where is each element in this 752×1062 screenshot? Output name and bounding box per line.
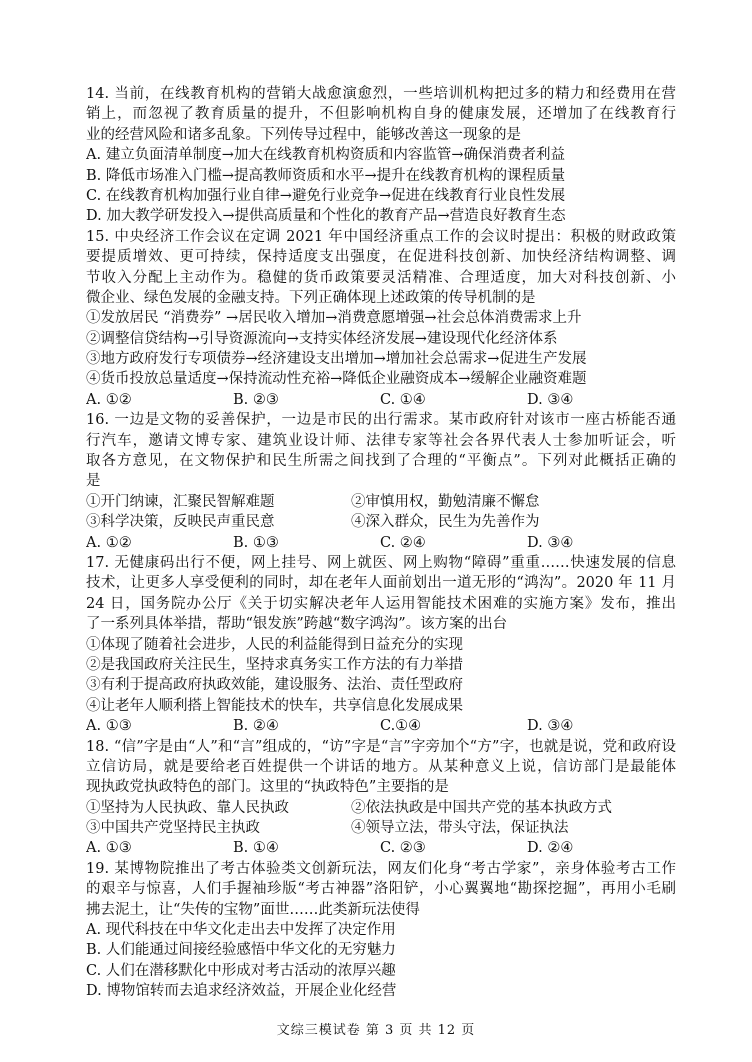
question-18 — [86, 737, 676, 859]
question-16 — [86, 410, 676, 553]
statement-row — [86, 492, 676, 512]
question-stem-line: 24 日，国务院办公厅《关于切实解决老年人运用智能技术困难的实施方案》发布，推出 — [86, 595, 676, 612]
question-stem-line: 行汽车，邀请文博专家、建筑业设计师、法律专家等社会各界代表人士参加听证会，听 — [86, 432, 676, 449]
question-stem-line: 17. 无健康码出行不便，网上挂号、网上就医、网上购物“障碍”重重……快速发展的信息 — [86, 554, 676, 571]
question-17 — [86, 553, 676, 737]
statement-item: ②审慎用权，勤勉清廉不懈怠 — [351, 493, 540, 510]
answer-d: D. ③④ — [527, 534, 574, 551]
statement-row — [86, 818, 676, 838]
question-stem-line: 销上，而忽视了教育质量的提升，不但影响机构自身的健康发展，还增加了在线教育行 — [86, 106, 676, 123]
statement-item: ④深入群众，民生为先善作为 — [351, 514, 540, 531]
question-stem-line: 要提质增效、更可持续，保持适度支出强度，在促进科技创新、加快经济结构调整、调 — [86, 249, 676, 266]
answer-d: D. ③④ — [527, 391, 574, 408]
answer-choices — [86, 716, 676, 736]
page-footer: 文综三模试卷 第 3 页 共 12 页 — [276, 1023, 476, 1038]
statement-item: ②调整信贷结构→引导资源流向→支持实体经济发展→建设现代化经济体系 — [86, 330, 558, 347]
answer-c: C. ②④ — [380, 534, 426, 551]
statement-item: ④领导立法，带头守法，保证执法 — [351, 820, 569, 837]
statement-item: ①体现了随着社会进步，人民的利益能得到日益充分的实现 — [86, 636, 463, 653]
answer-b: B. ②③ — [233, 391, 279, 408]
option-d: D. 加大教学研发投入→提供高质量和个性化的教育产品→营造良好教育生态 — [86, 208, 566, 225]
question-stem-line: 15. 中央经济工作会议在定调 2021 年中国经济重点工作的会议时提出：积极的财政政策 — [86, 228, 676, 245]
answer-choices — [86, 838, 676, 858]
statement-item: ②是我国政府关注民生，坚持求真务实工作方法的有力举措 — [86, 656, 463, 673]
answer-choices — [86, 533, 676, 553]
option-c: C. 人们在潜移默化中形成对考古活动的浓厚兴趣 — [86, 962, 396, 979]
answer-a: A. ①② — [86, 391, 132, 408]
option-a: A. 现代科技在中华文化走出去中发挥了决定作用 — [86, 922, 396, 939]
statement-item: ②依法执政是中国共产党的基本执政方式 — [351, 799, 612, 816]
question-15 — [86, 227, 676, 411]
question-stem-line: 拂去泥土，让“失传的宝物”面世……此类新玩法使得 — [86, 901, 420, 918]
answer-b: B. ②④ — [233, 718, 279, 735]
answer-c: C. ②③ — [380, 840, 426, 857]
answer-d: D. ③④ — [527, 718, 574, 735]
answer-a: A. ①② — [86, 534, 132, 551]
statement-item: ③中国共产党坚持民主执政 — [86, 820, 260, 837]
question-stem-line: 是 — [86, 473, 101, 490]
statement-item: ①开门纳谏，汇聚民智解难题 — [86, 493, 275, 510]
question-stem-line: 的艰辛与惊喜，人们手握袖珍版“考古神器”洛阳铲，小心翼翼地“勘探挖掘”，再用小毛刷 — [86, 881, 676, 898]
option-b: B. 人们能通过间接经验感悟中华文化的无穷魅力 — [86, 942, 396, 959]
option-c: C. 在线教育机构加强行业自律→避免行业竞争→促进在线教育行业良性发展 — [86, 187, 566, 204]
question-content — [86, 84, 676, 1002]
statement-item: ③有利于提高政府执政效能，建设服务、法治、责任型政府 — [86, 677, 463, 694]
answer-choices — [86, 390, 676, 410]
question-stem-line: 技术，让更多人享受便利的同时，却在老年人面前划出一道无形的“鸿沟”。2020 年 11 月 — [86, 575, 676, 592]
question-stem-line: 立信访局，就是要给老百姓提供一个讲话的地方。从某种意义上说，信访部门是最能体 — [86, 758, 676, 775]
answer-c: C.①④ — [380, 718, 422, 735]
statement-item: ①发放居民 “消费券” →居民收入增加→消费意愿增强→社会总体消费需求上升 — [86, 310, 582, 327]
question-stem-line: 了一系列具体举措，帮助“银发族”跨越“数字鸿沟”。该方案的出台 — [86, 616, 508, 633]
statement-row — [86, 512, 676, 532]
statement-row — [86, 798, 676, 818]
question-stem-line: 14. 当前，在线教育机构的营销大战愈演愈烈，一些培训机构把过多的精力和经费用在营 — [86, 86, 676, 102]
question-stem-line: 微企业、绿色发展的金融支持。下列正确体现上述政策的传导机制的是 — [86, 289, 536, 306]
question-stem-line: 18. “信”字是由“人”和“言”组成的，“访”字是“言”字旁加个“方”字，也就是说，党和政府设 — [86, 738, 676, 755]
answer-c: C. ①④ — [380, 391, 426, 408]
statement-item: ④货币投放总量适度→保持流动性充裕→降低企业融资成本→缓解企业融资难题 — [86, 371, 587, 388]
question-stem-line: 19. 某博物院推出了考古体验类文创新玩法，网友们化身“考古学家”，亲身体验考古工作 — [86, 860, 676, 877]
answer-a: A. ①③ — [86, 840, 132, 857]
answer-a: A. ①③ — [86, 718, 132, 735]
question-stem-line: 现执政党执政特色的部门。这里的“执政特色”主要指的是 — [86, 779, 449, 796]
option-b: B. 降低市场准入门槛→提高教师资质和水平→提升在线教育机构的课程质量 — [86, 167, 566, 184]
option-a: A. 建立负面清单制度→加大在线教育机构资质和内容监管→确保消费者利益 — [86, 147, 565, 164]
statement-item: ①坚持为人民执政、靠人民执政 — [86, 799, 289, 816]
statement-item: ③地方政府发行专项债券→经济建设支出增加→增加社会总需求→促进生产发展 — [86, 351, 587, 368]
question-14 — [86, 84, 676, 227]
statement-item: ③科学决策，反映民声重民意 — [86, 514, 275, 531]
question-stem-line: 节收入分配上主动作为。稳健的货币政策要灵活精准、合理适度，加大对科技创新、小 — [86, 269, 676, 286]
answer-b: B. ①④ — [233, 840, 279, 857]
question-stem-line: 取各方意见，在文物保护和民生所需之间找到了合理的“平衡点”。下列对此概括正确的 — [86, 453, 676, 470]
question-stem-line: 业的经营风险和诸多乱象。下列传导过程中，能够改善这一现象的是 — [86, 126, 521, 143]
statement-item: ④让老年人顺利搭上智能技术的快车，共享信息化发展成果 — [86, 697, 463, 714]
question-stem-line: 16. 一边是文物的妥善保护，一边是市民的出行需求。某市政府针对该市一座古桥能否通 — [86, 412, 676, 429]
option-d: D. 博物馆转而去追求经济效益，开展企业化经营 — [86, 983, 397, 1000]
answer-b: B. ①③ — [233, 534, 279, 551]
answer-d: D. ②④ — [527, 840, 574, 857]
question-19 — [86, 859, 676, 1002]
